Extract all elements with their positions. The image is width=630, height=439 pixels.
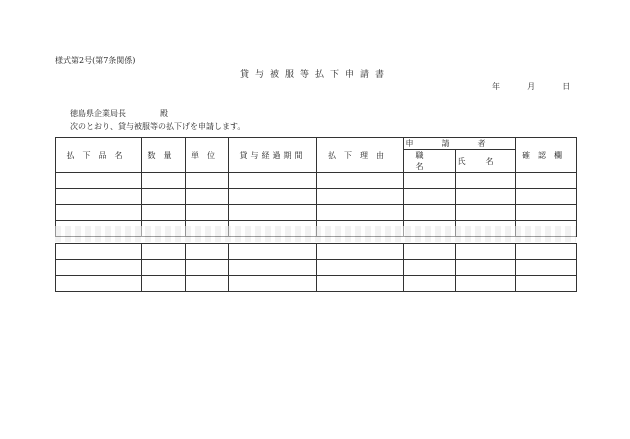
cell[interactable] — [186, 189, 229, 205]
cell[interactable] — [142, 189, 186, 205]
date-line — [492, 83, 570, 91]
cell[interactable] — [56, 260, 142, 276]
cell[interactable] — [456, 205, 516, 221]
cell[interactable] — [317, 244, 404, 260]
cell[interactable] — [456, 173, 516, 189]
document-title: 貸与被服等払下申請書 — [239, 70, 390, 80]
table-break-marker — [55, 226, 576, 242]
table-row — [56, 260, 577, 276]
table-row — [56, 173, 577, 189]
day-label: 日 — [562, 82, 571, 91]
cell[interactable] — [516, 260, 577, 276]
header-applicant: 申請者 — [405, 139, 514, 148]
cell[interactable] — [142, 173, 186, 189]
cell[interactable] — [142, 260, 186, 276]
header-unit: 単位 — [186, 138, 229, 173]
cell[interactable] — [404, 244, 456, 260]
cell[interactable] — [56, 189, 142, 205]
table-row — [56, 244, 577, 260]
cell[interactable] — [186, 173, 229, 189]
header-period: 貸与経過期間 — [229, 138, 317, 173]
header-position: 職名 — [404, 150, 456, 173]
cell[interactable] — [456, 244, 516, 260]
table-row — [56, 276, 577, 292]
cell[interactable] — [229, 276, 317, 292]
cell[interactable] — [186, 260, 229, 276]
application-table-continued — [55, 243, 577, 292]
cell[interactable] — [404, 260, 456, 276]
cell[interactable] — [516, 173, 577, 189]
header-item-name: 払下品名 — [56, 138, 142, 173]
cell[interactable] — [317, 260, 404, 276]
cell[interactable] — [186, 205, 229, 221]
honorific: 殿 — [160, 109, 168, 118]
form-number: 様式第2号(第7条関係) — [55, 56, 136, 65]
month-label: 月 — [527, 82, 536, 91]
cell[interactable] — [142, 276, 186, 292]
cell[interactable] — [186, 244, 229, 260]
header-reason: 払下理由 — [317, 138, 404, 173]
cell[interactable] — [404, 205, 456, 221]
cell[interactable] — [456, 260, 516, 276]
cell[interactable] — [56, 276, 142, 292]
cell[interactable] — [317, 189, 404, 205]
year-label: 年 — [492, 82, 500, 91]
request-text: 次のとおり、貸与被服等の払下げを申請します。 — [70, 122, 246, 131]
cell[interactable] — [142, 205, 186, 221]
cell[interactable] — [229, 205, 317, 221]
cell[interactable] — [456, 276, 516, 292]
cell[interactable] — [56, 244, 142, 260]
cell[interactable] — [317, 205, 404, 221]
cell[interactable] — [229, 189, 317, 205]
cell[interactable] — [456, 189, 516, 205]
header-quantity: 数量 — [142, 138, 186, 173]
table-row — [56, 205, 577, 221]
cell[interactable] — [229, 260, 317, 276]
cell[interactable] — [516, 189, 577, 205]
cell[interactable] — [186, 276, 229, 292]
cell[interactable] — [404, 173, 456, 189]
cell[interactable] — [404, 276, 456, 292]
table-row — [56, 189, 577, 205]
application-table — [55, 137, 577, 237]
cell[interactable] — [142, 244, 186, 260]
cell[interactable] — [56, 173, 142, 189]
cell[interactable] — [516, 276, 577, 292]
cell[interactable] — [229, 173, 317, 189]
cell[interactable] — [516, 244, 577, 260]
header-confirmation: 確認欄 — [516, 138, 577, 173]
cell[interactable] — [516, 205, 577, 221]
cell[interactable] — [317, 173, 404, 189]
cell[interactable] — [56, 205, 142, 221]
cell[interactable] — [229, 244, 317, 260]
cell[interactable] — [317, 276, 404, 292]
addressee: 徳島県企業局長 — [70, 109, 126, 118]
cell[interactable] — [404, 189, 456, 205]
header-name: 氏名 — [456, 150, 516, 173]
